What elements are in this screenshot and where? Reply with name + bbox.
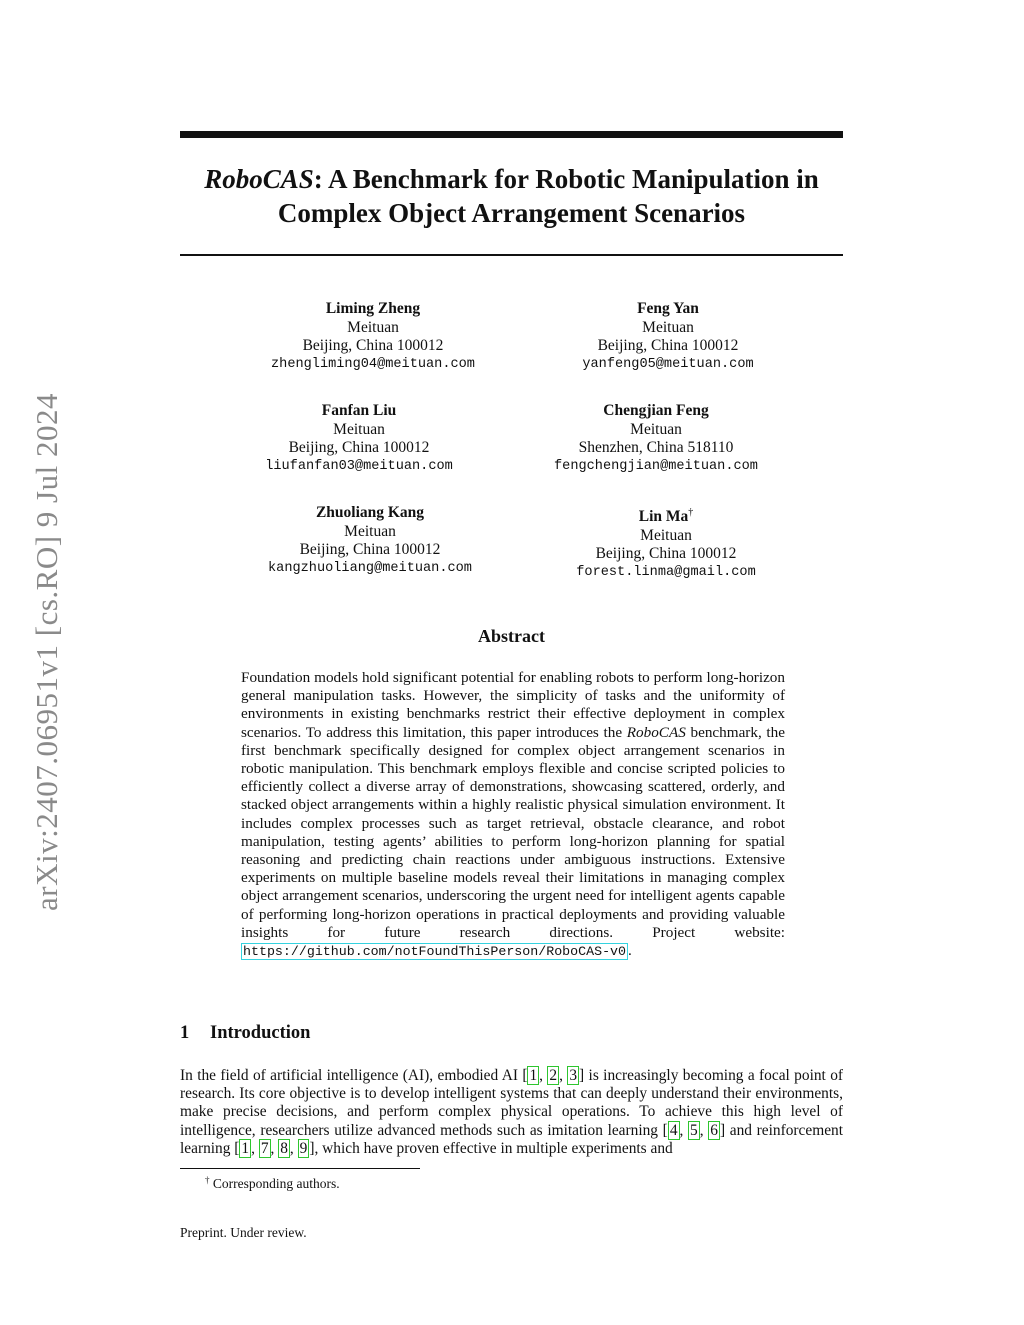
citation-link[interactable]: 4 <box>669 1121 678 1139</box>
author-block <box>496 402 816 476</box>
footnote <box>205 1175 340 1192</box>
author-org: Meituan <box>640 526 692 544</box>
author-block <box>210 504 530 578</box>
title-bottom-rule <box>180 254 843 256</box>
abstract-text-1: Foundation models hold significant potential for enabling robots to perform long-horizon general manipulation tasks. However, the simplicity of tasks and the uniformity of environments in existing benchmarks restrict their effective deployment in complex scenarios. To address this limitation, this paper introduces the <box>241 669 785 741</box>
citation-sep: , <box>270 1139 279 1157</box>
title-rest-line1: : A Benchmark for Robotic Manipulation in <box>313 164 819 194</box>
citation-link[interactable]: 8 <box>280 1139 288 1157</box>
citation-link[interactable]: 5 <box>690 1121 698 1139</box>
author-org: Meituan <box>642 318 694 336</box>
author-location: Beijing, China 100012 <box>288 439 430 456</box>
author-name <box>506 504 826 527</box>
citation-sep: , <box>699 1121 709 1139</box>
citation-sep: , <box>251 1139 259 1157</box>
author-name: Liming Zheng <box>325 300 421 317</box>
author-org: Meituan <box>630 420 682 438</box>
author-email[interactable]: zhengliming04@meituan.com <box>271 356 475 372</box>
abstract-body <box>241 669 785 961</box>
abstract-text-2: benchmark, the first benchmark specifically designed for complex object arrangement scenarios in robotic manipulation. This benchmark employs flexible and concise scripted policies to efficiently collect a diverse array of demonstrations, showcasing scattered, orderly, and stacked object arrangements within a highly realistic physical simulation environment. It includes complex processes such as target retrieval, obstacle clearance, and robot manipulation, testing agents’ abilities to perform long-horizon planning for spatial reasoning and predicting chain reactions under ambiguous instructions. Extensive experiments on multiple baseline models reveal their limitations in managing complex object arrangement scenarios, underscoring the urgent need for intelligent agents capable of performing long-horizon operations in practical deployments and providing valuable insights for future research directions. Project website: <box>241 723 785 941</box>
citation-link[interactable]: 3 <box>569 1067 578 1084</box>
corresponding-mark: † <box>688 507 694 518</box>
footnote-mark: † <box>205 1175 210 1185</box>
footnote-rule <box>180 1168 420 1169</box>
author-block <box>213 300 533 374</box>
citation-sep: , <box>679 1121 689 1139</box>
citation-link[interactable]: 9 <box>299 1139 308 1157</box>
intro-text: ] and reinforcement learning [ <box>180 1121 843 1157</box>
author-email[interactable]: yanfeng05@meituan.com <box>582 356 754 372</box>
author-org: Meituan <box>347 318 399 336</box>
citation-sep: , <box>559 1067 568 1084</box>
author-location: Beijing, China 100012 <box>302 337 444 354</box>
intro-paragraph <box>180 1067 843 1158</box>
citation-link[interactable]: 2 <box>549 1067 558 1084</box>
author-email[interactable]: kangzhuoliang@meituan.com <box>268 560 472 576</box>
author-name: Feng Yan <box>637 300 699 317</box>
section-title: Introduction <box>210 1023 311 1043</box>
citation-link[interactable]: 7 <box>260 1139 269 1157</box>
intro-text: ] is increasingly becoming a focal point of research. Its core objective is to develop intelligent systems that can deeply understand their environments, make precise decisions, and perform complex physical operations. To achieve this high level of intelligence, researchers utilize advanced methods such as imitation learning [ <box>180 1067 844 1139</box>
paper-title <box>180 162 843 230</box>
author-location: Beijing, China 100012 <box>595 545 737 562</box>
citation-link[interactable]: 1 <box>241 1139 250 1157</box>
abstract-heading: Abstract <box>478 626 545 646</box>
section-number: 1 <box>180 1023 190 1043</box>
preprint-footer: Preprint. Under review. <box>180 1225 307 1240</box>
section-heading <box>180 1023 310 1044</box>
citation-link[interactable]: 6 <box>710 1121 718 1139</box>
author-org: Meituan <box>344 522 396 540</box>
footnote-text: Corresponding authors. <box>212 1176 340 1191</box>
author-name-text: Lin Ma <box>638 508 689 525</box>
abstract-emph: RoboCAS <box>626 723 686 741</box>
author-org: Meituan <box>333 420 385 438</box>
citation-sep: , <box>289 1139 298 1157</box>
title-name: RoboCAS <box>204 164 314 194</box>
author-name: Chengjian Feng <box>603 402 709 419</box>
author-name: Fanfan Liu <box>321 402 397 419</box>
citation-link[interactable]: 1 <box>529 1067 538 1084</box>
author-email[interactable]: forest.linma@gmail.com <box>576 564 756 580</box>
author-block <box>199 402 519 476</box>
arxiv-sidebar <box>18 374 76 930</box>
author-email[interactable]: fengchengjian@meituan.com <box>554 458 758 474</box>
arxiv-id: arXiv:2407.06951v1 [cs.RO] 9 Jul 2024 <box>29 393 64 911</box>
intro-text: In the field of artificial intelligence (AI), embodied AI [ <box>180 1067 528 1084</box>
author-location: Beijing, China 100012 <box>299 541 441 558</box>
author-location: Shenzhen, China 518110 <box>578 439 734 456</box>
project-website-link[interactable]: https://github.com/notFoundThisPerson/RoboCAS-v0 <box>243 944 627 960</box>
author-email[interactable]: liufanfan03@meituan.com <box>265 458 453 474</box>
author-block <box>506 504 826 582</box>
abstract-end: . <box>628 942 632 960</box>
author-location: Beijing, China 100012 <box>597 337 739 354</box>
citation-sep: , <box>539 1067 548 1084</box>
author-block <box>508 300 828 374</box>
title-top-rule <box>180 131 843 138</box>
intro-text: ], which have proven effective in multiple experiments and <box>309 1139 673 1157</box>
author-name: Zhuoliang Kang <box>315 504 425 521</box>
title-line2: Complex Object Arrangement Scenarios <box>277 198 746 228</box>
